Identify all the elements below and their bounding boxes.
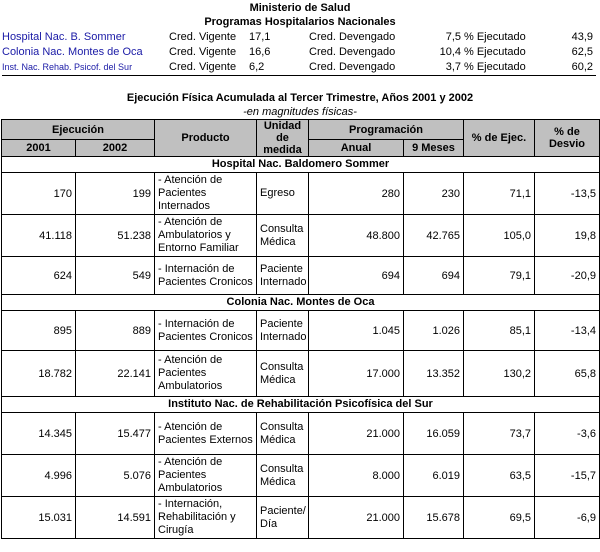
table-subtitle: -en magnitudes físicas- (243, 106, 357, 118)
cell-producto: - Atención de Pacientes Ambulatorios (155, 351, 257, 397)
cell-unidad: Paciente/ Día (257, 497, 309, 539)
summary-ejecutado-label: % Ejecutado (464, 46, 526, 58)
col-unidad: Unidad de medida (257, 120, 309, 157)
cell-unidad: Consulta Médica (257, 413, 309, 455)
summary-devengado-label: Cred. Devengado (309, 46, 396, 58)
section-name: Instituto Nac. de Rehabilitación Psicofísica del Sur (2, 397, 600, 413)
summary-devengado-value: 10,4 (439, 46, 461, 58)
cell-anual: 280 (309, 173, 404, 215)
cell-anual: 21.000 (309, 413, 404, 455)
summary-vigente-label: Cred. Vigente (169, 31, 237, 43)
section-header (2, 157, 600, 173)
cell-unidad: Paciente Internado (257, 257, 309, 295)
cell-2002: 199 (76, 173, 155, 215)
cell-9-meses: 694 (404, 257, 464, 295)
table-row (2, 311, 600, 351)
col-anual: Anual (309, 140, 404, 157)
cell-unidad: Consulta Médica (257, 455, 309, 497)
col-producto: Producto (155, 120, 257, 157)
col-ejecucion: Ejecución (2, 120, 155, 140)
summary-name: Inst. Nac. Rehab. Psicof. del Sur (2, 60, 169, 76)
cell-pct-ejec: 130,2 (464, 351, 535, 397)
cell-pct-ejec: 71,1 (464, 173, 535, 215)
cell-producto: - Atención de Pacientes Ambulatorios (155, 455, 257, 497)
execution-table (1, 119, 600, 539)
col-programacion: Programación (309, 120, 464, 140)
cell-unidad: Egreso (257, 173, 309, 215)
summary-vigente-label: Cred. Vigente (169, 46, 237, 58)
cell-anual: 694 (309, 257, 404, 295)
cell-pct-desvio: -20,9 (535, 257, 600, 295)
cell-2002: 22.141 (76, 351, 155, 397)
cell-2001: 14.345 (2, 413, 76, 455)
col-2002: 2002 (76, 140, 155, 157)
cell-producto: - Internación de Pacientes Cronicos (155, 311, 257, 351)
cell-unidad: Paciente Internado (257, 311, 309, 351)
cell-9-meses: 42.765 (404, 215, 464, 257)
summary-ejecutado-value: 62,5 (571, 46, 593, 58)
cell-pct-ejec: 85,1 (464, 311, 535, 351)
summary-name: Colonia Nac. Montes de Oca (2, 46, 143, 58)
summary-vigente-value: 16,6 (249, 46, 271, 58)
cell-9-meses: 15.678 (404, 497, 464, 539)
summary-row (2, 45, 596, 60)
section-header (2, 397, 600, 413)
cell-2002: 15.477 (76, 413, 155, 455)
cell-pct-desvio: -6,9 (535, 497, 600, 539)
section-name: Hospital Nac. Baldomero Sommer (2, 157, 600, 173)
cell-anual: 48.800 (309, 215, 404, 257)
table-row (2, 413, 600, 455)
summary-devengado-label: Cred. Devengado (309, 60, 414, 76)
cell-pct-ejec: 79,1 (464, 257, 535, 295)
cell-2002: 549 (76, 257, 155, 295)
col-pct-ejec: % de Ejec. (464, 120, 535, 157)
cell-2001: 895 (2, 311, 76, 351)
cell-pct-desvio: -13,5 (535, 173, 600, 215)
cell-pct-desvio: -3,6 (535, 413, 600, 455)
cell-pct-desvio: -15,7 (535, 455, 600, 497)
cell-2001: 15.031 (2, 497, 76, 539)
summary-devengado-value: 7,5 (445, 31, 461, 43)
header-ministry: Ministerio de Salud (249, 2, 351, 14)
table-row (2, 257, 600, 295)
table-row (2, 497, 600, 539)
summary-ejecutado-label: % Ejecutado (464, 60, 546, 76)
cell-2001: 4.996 (2, 455, 76, 497)
cell-unidad: Consulta Médica (257, 215, 309, 257)
cell-9-meses: 230 (404, 173, 464, 215)
summary-ejecutado-value: 43,9 (571, 31, 593, 43)
cell-anual: 1.045 (309, 311, 404, 351)
cell-2001: 170 (2, 173, 76, 215)
cell-pct-desvio: 65,8 (535, 351, 600, 397)
col-9-meses: 9 Meses (404, 140, 464, 157)
cell-pct-ejec: 73,7 (464, 413, 535, 455)
cell-producto: - Atención de Pacientes Internados (155, 173, 257, 215)
cell-pct-ejec: 69,5 (464, 497, 535, 539)
col-pct-desvio: % de Desvio (535, 120, 600, 157)
cell-pct-ejec: 105,0 (464, 215, 535, 257)
cell-2002: 14.591 (76, 497, 155, 539)
summary-devengado-value: 3,7 (414, 60, 464, 76)
cell-producto: - Internación de Pacientes Cronicos (155, 257, 257, 295)
table-row (2, 351, 600, 397)
cell-producto: - Internación, Rehabilitación y Cirugía (155, 497, 257, 539)
cell-2001: 41.118 (2, 215, 76, 257)
col-2001: 2001 (2, 140, 76, 157)
cell-producto: - Atención de Ambulatorios y Entorno Familiar (155, 215, 257, 257)
summary-devengado-label: Cred. Devengado (309, 31, 396, 43)
cell-2002: 51.238 (76, 215, 155, 257)
summary-vigente-label: Cred. Vigente (169, 60, 249, 76)
summary-ejecutado-value: 60,2 (546, 60, 596, 76)
cell-producto: - Atención de Pacientes Externos (155, 413, 257, 455)
table-row (2, 455, 600, 497)
cell-2001: 18.782 (2, 351, 76, 397)
cell-9-meses: 1.026 (404, 311, 464, 351)
table-row (2, 215, 600, 257)
cell-9-meses: 13.352 (404, 351, 464, 397)
summary-name: Hospital Nac. B. Sommer (2, 31, 126, 43)
summary-vigente-value: 6,2 (249, 60, 309, 76)
cell-pct-desvio: -13,4 (535, 311, 600, 351)
cell-pct-ejec: 63,5 (464, 455, 535, 497)
summary-ejecutado-label: % Ejecutado (464, 31, 526, 43)
summary-row (2, 60, 596, 76)
table-title: Ejecución Física Acumulada al Tercer Trimestre, Años 2001 y 2002 (126, 92, 474, 104)
budget-summary-table (2, 30, 596, 76)
cell-anual: 8.000 (309, 455, 404, 497)
summary-row (2, 30, 596, 45)
cell-pct-desvio: 19,8 (535, 215, 600, 257)
cell-2001: 624 (2, 257, 76, 295)
summary-vigente-value: 17,1 (249, 31, 271, 43)
section-name: Colonia Nac. Montes de Oca (2, 295, 600, 311)
cell-9-meses: 16.059 (404, 413, 464, 455)
cell-anual: 21.000 (309, 497, 404, 539)
cell-2002: 889 (76, 311, 155, 351)
section-header (2, 295, 600, 311)
header-programs: Programas Hospitalarios Nacionales (204, 16, 396, 28)
cell-9-meses: 6.019 (404, 455, 464, 497)
cell-anual: 17.000 (309, 351, 404, 397)
cell-2002: 5.076 (76, 455, 155, 497)
cell-unidad: Consulta Médica (257, 351, 309, 397)
table-row (2, 173, 600, 215)
